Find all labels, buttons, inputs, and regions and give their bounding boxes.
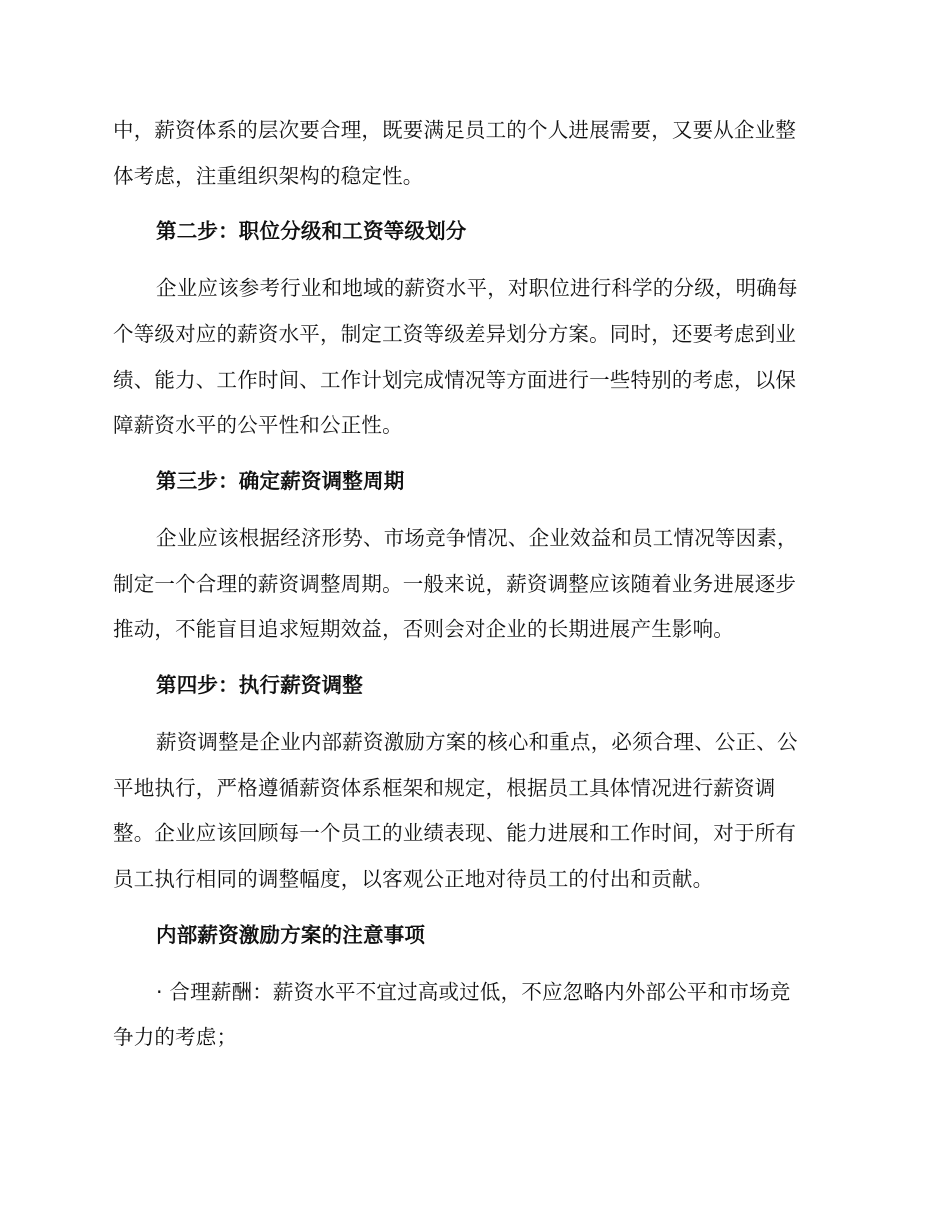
step4-line-1: 薪资调整是企业内部薪资激励方案的核心和重点，必须合理、公正、公 xyxy=(156,730,798,754)
step3-line-2: 制定一个合理的薪资调整周期。一般来说，薪资调整应该随着业务进展逐步 xyxy=(113,572,797,596)
step4-line-3: 整。企业应该回顾每一个员工的业绩表现、能力进展和工作时间，对于所有 xyxy=(113,821,797,845)
step2-line-2: 个等级对应的薪资水平，制定工资等级差异划分方案。同时，还要考虑到业 xyxy=(113,322,797,346)
notes-line-2: 争力的考虑； xyxy=(113,1025,238,1049)
step4-line-2: 平地执行，严格遵循薪资体系框架和规定，根据员工具体情况进行薪资调 xyxy=(113,776,776,800)
step2-heading: 第二步：职位分级和工资等级划分 xyxy=(156,219,467,243)
step4-heading: 第四步：执行薪资调整 xyxy=(156,673,363,697)
notes-heading: 内部薪资激励方案的注意事项 xyxy=(156,923,426,947)
step2-line-4: 障薪资水平的公平性和公正性。 xyxy=(113,413,403,437)
intro-line-1: 中，薪资体系的层次要合理，既要满足员工的个人进展需要，又要从企业整 xyxy=(113,118,797,142)
step3-line-1: 企业应该根据经济形势、市场竞争情况、企业效益和员工情况等因素， xyxy=(156,526,798,550)
step2-line-3: 绩、能力、工作时间、工作计划完成情况等方面进行一些特别的考虑，以保 xyxy=(113,368,797,392)
step3-heading: 第三步：确定薪资调整周期 xyxy=(156,469,405,493)
step4-line-4: 员工执行相同的调整幅度，以客观公正地对待员工的付出和贡献。 xyxy=(113,867,714,891)
step3-line-3: 推动，不能盲目追求短期效益，否则会对企业的长期进展产生影响。 xyxy=(113,617,734,641)
step2-line-1: 企业应该参考行业和地域的薪资水平，对职位进行科学的分级，明确每 xyxy=(156,276,798,300)
notes-line-1: · 合理薪酬：薪资水平不宜过高或过低，不应忽略内外部公平和市场竞 xyxy=(156,980,791,1004)
intro-line-2: 体考虑，注重组织架构的稳定性。 xyxy=(113,164,424,188)
